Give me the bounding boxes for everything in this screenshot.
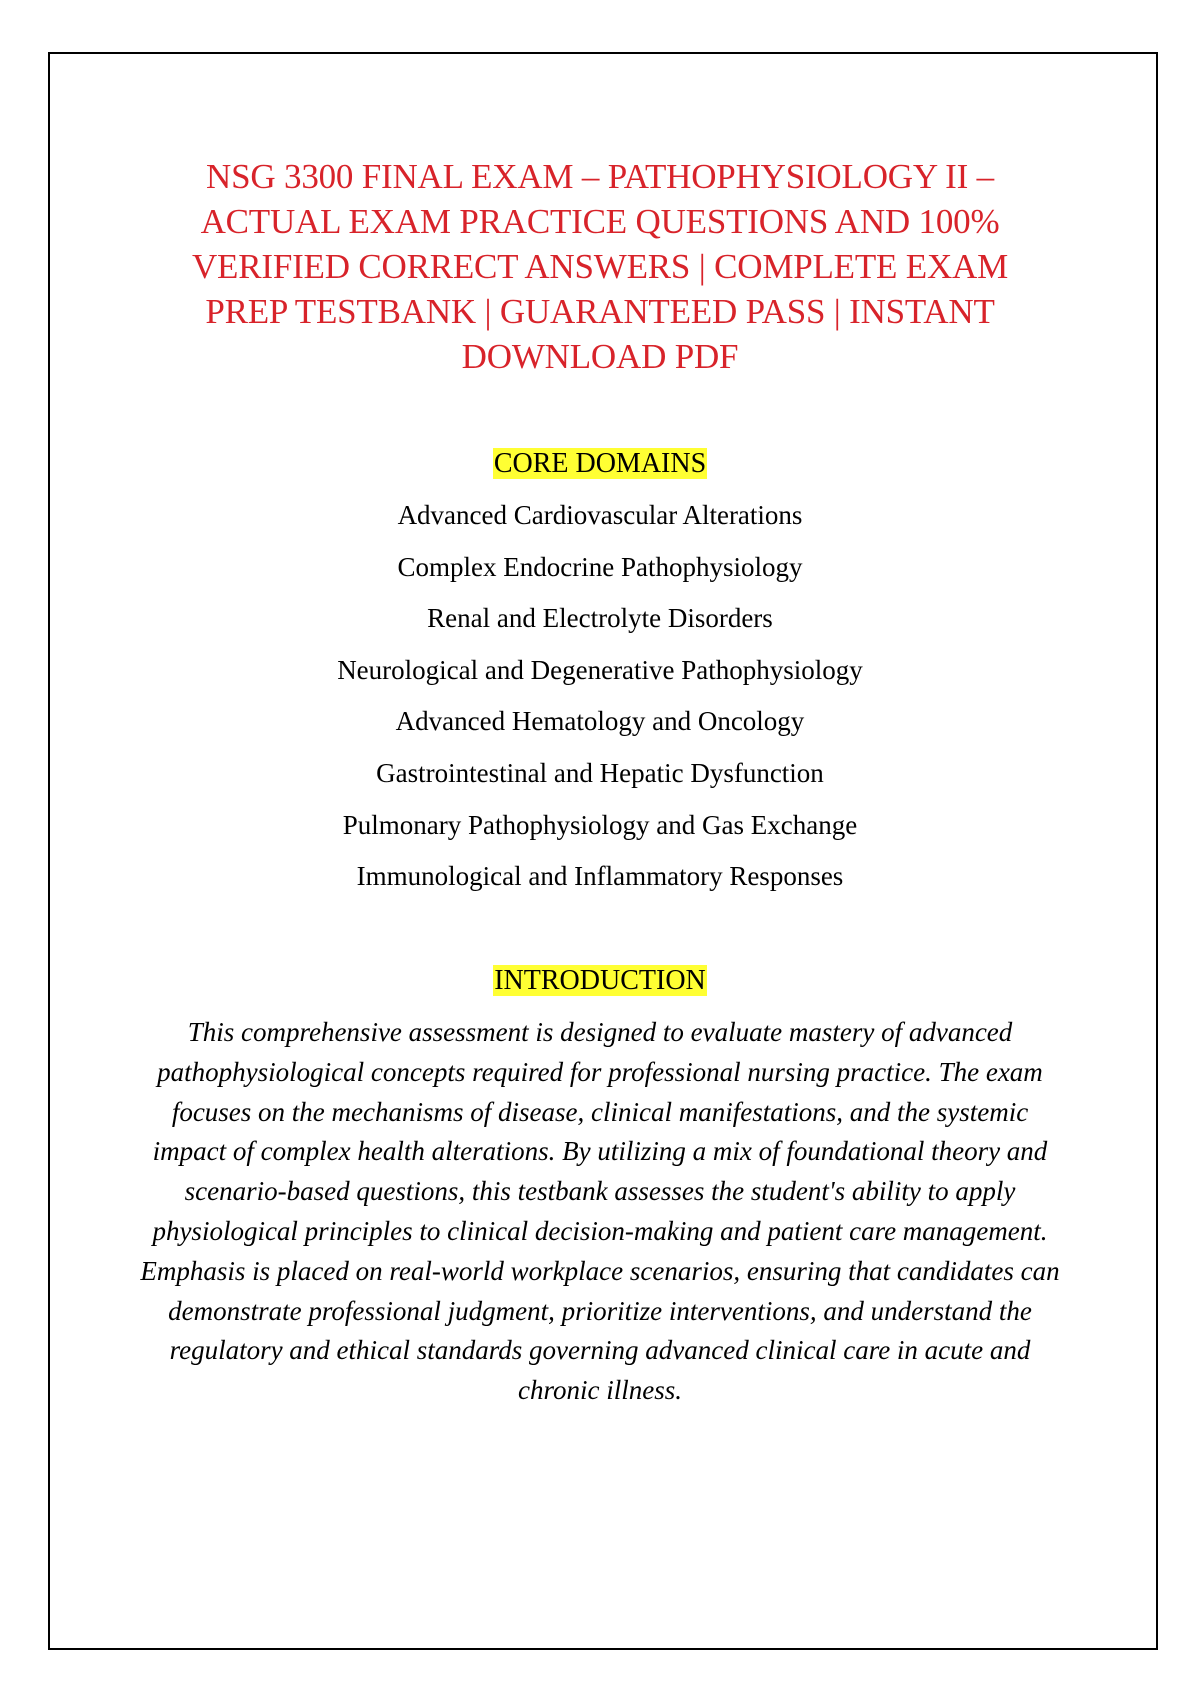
domain-item: Advanced Hematology and Oncology bbox=[395, 706, 805, 737]
domain-item: Neurological and Degenerative Pathophysiology bbox=[337, 654, 863, 685]
domain-item: Renal and Electrolyte Disorders bbox=[427, 603, 773, 634]
core-domains-list bbox=[0, 498, 1200, 911]
domain-item: Complex Endocrine Pathophysiology bbox=[397, 551, 803, 582]
core-domains-heading-text: CORE DOMAINS bbox=[493, 448, 707, 479]
domain-item: Pulmonary Pathophysiology and Gas Exchange bbox=[342, 809, 858, 840]
domain-item: Advanced Cardiovascular Alterations bbox=[397, 500, 803, 530]
document-title: NSG 3300 FINAL EXAM – PATHOPHYSIOLOGY II – ACTUAL EXAM PRACTICE QUESTIONS AND 100% VERIFIED CORRECT ANSWERS | COMPLETE EXAM PREP TESTBANK | GUARANTEED PASS | INSTANT DOWNLOAD PDF bbox=[191, 157, 1009, 376]
domain-item: Immunological and Inflammatory Responses bbox=[356, 861, 844, 892]
introduction-heading-text: INTRODUCTION bbox=[494, 965, 706, 996]
introduction-heading bbox=[0, 964, 1200, 998]
core-domains-heading bbox=[0, 447, 1200, 481]
domain-item: Gastrointestinal and Hepatic Dysfunction bbox=[376, 757, 824, 788]
introduction-paragraph: This comprehensive assessment is designed to evaluate mastery of advanced pathophysiological concepts required for professional nursing practice. The exam focuses on the mechanisms of disease, clinical manifestations, and the systemic impact of complex health alterations. By utilizing a mix of foundational theory and scenario-based questions, this testbank assesses the student's ability to apply physiological principles to clinical decision-making and patient care management. Emphasis is placed on real-world workplace scenarios, ensuring that candidates can demonstrate professional judgment, prioritize interventions, and understand the regulatory and ethical standards governing advanced clinical care in acute and chronic illness. bbox=[140, 1017, 1060, 1406]
